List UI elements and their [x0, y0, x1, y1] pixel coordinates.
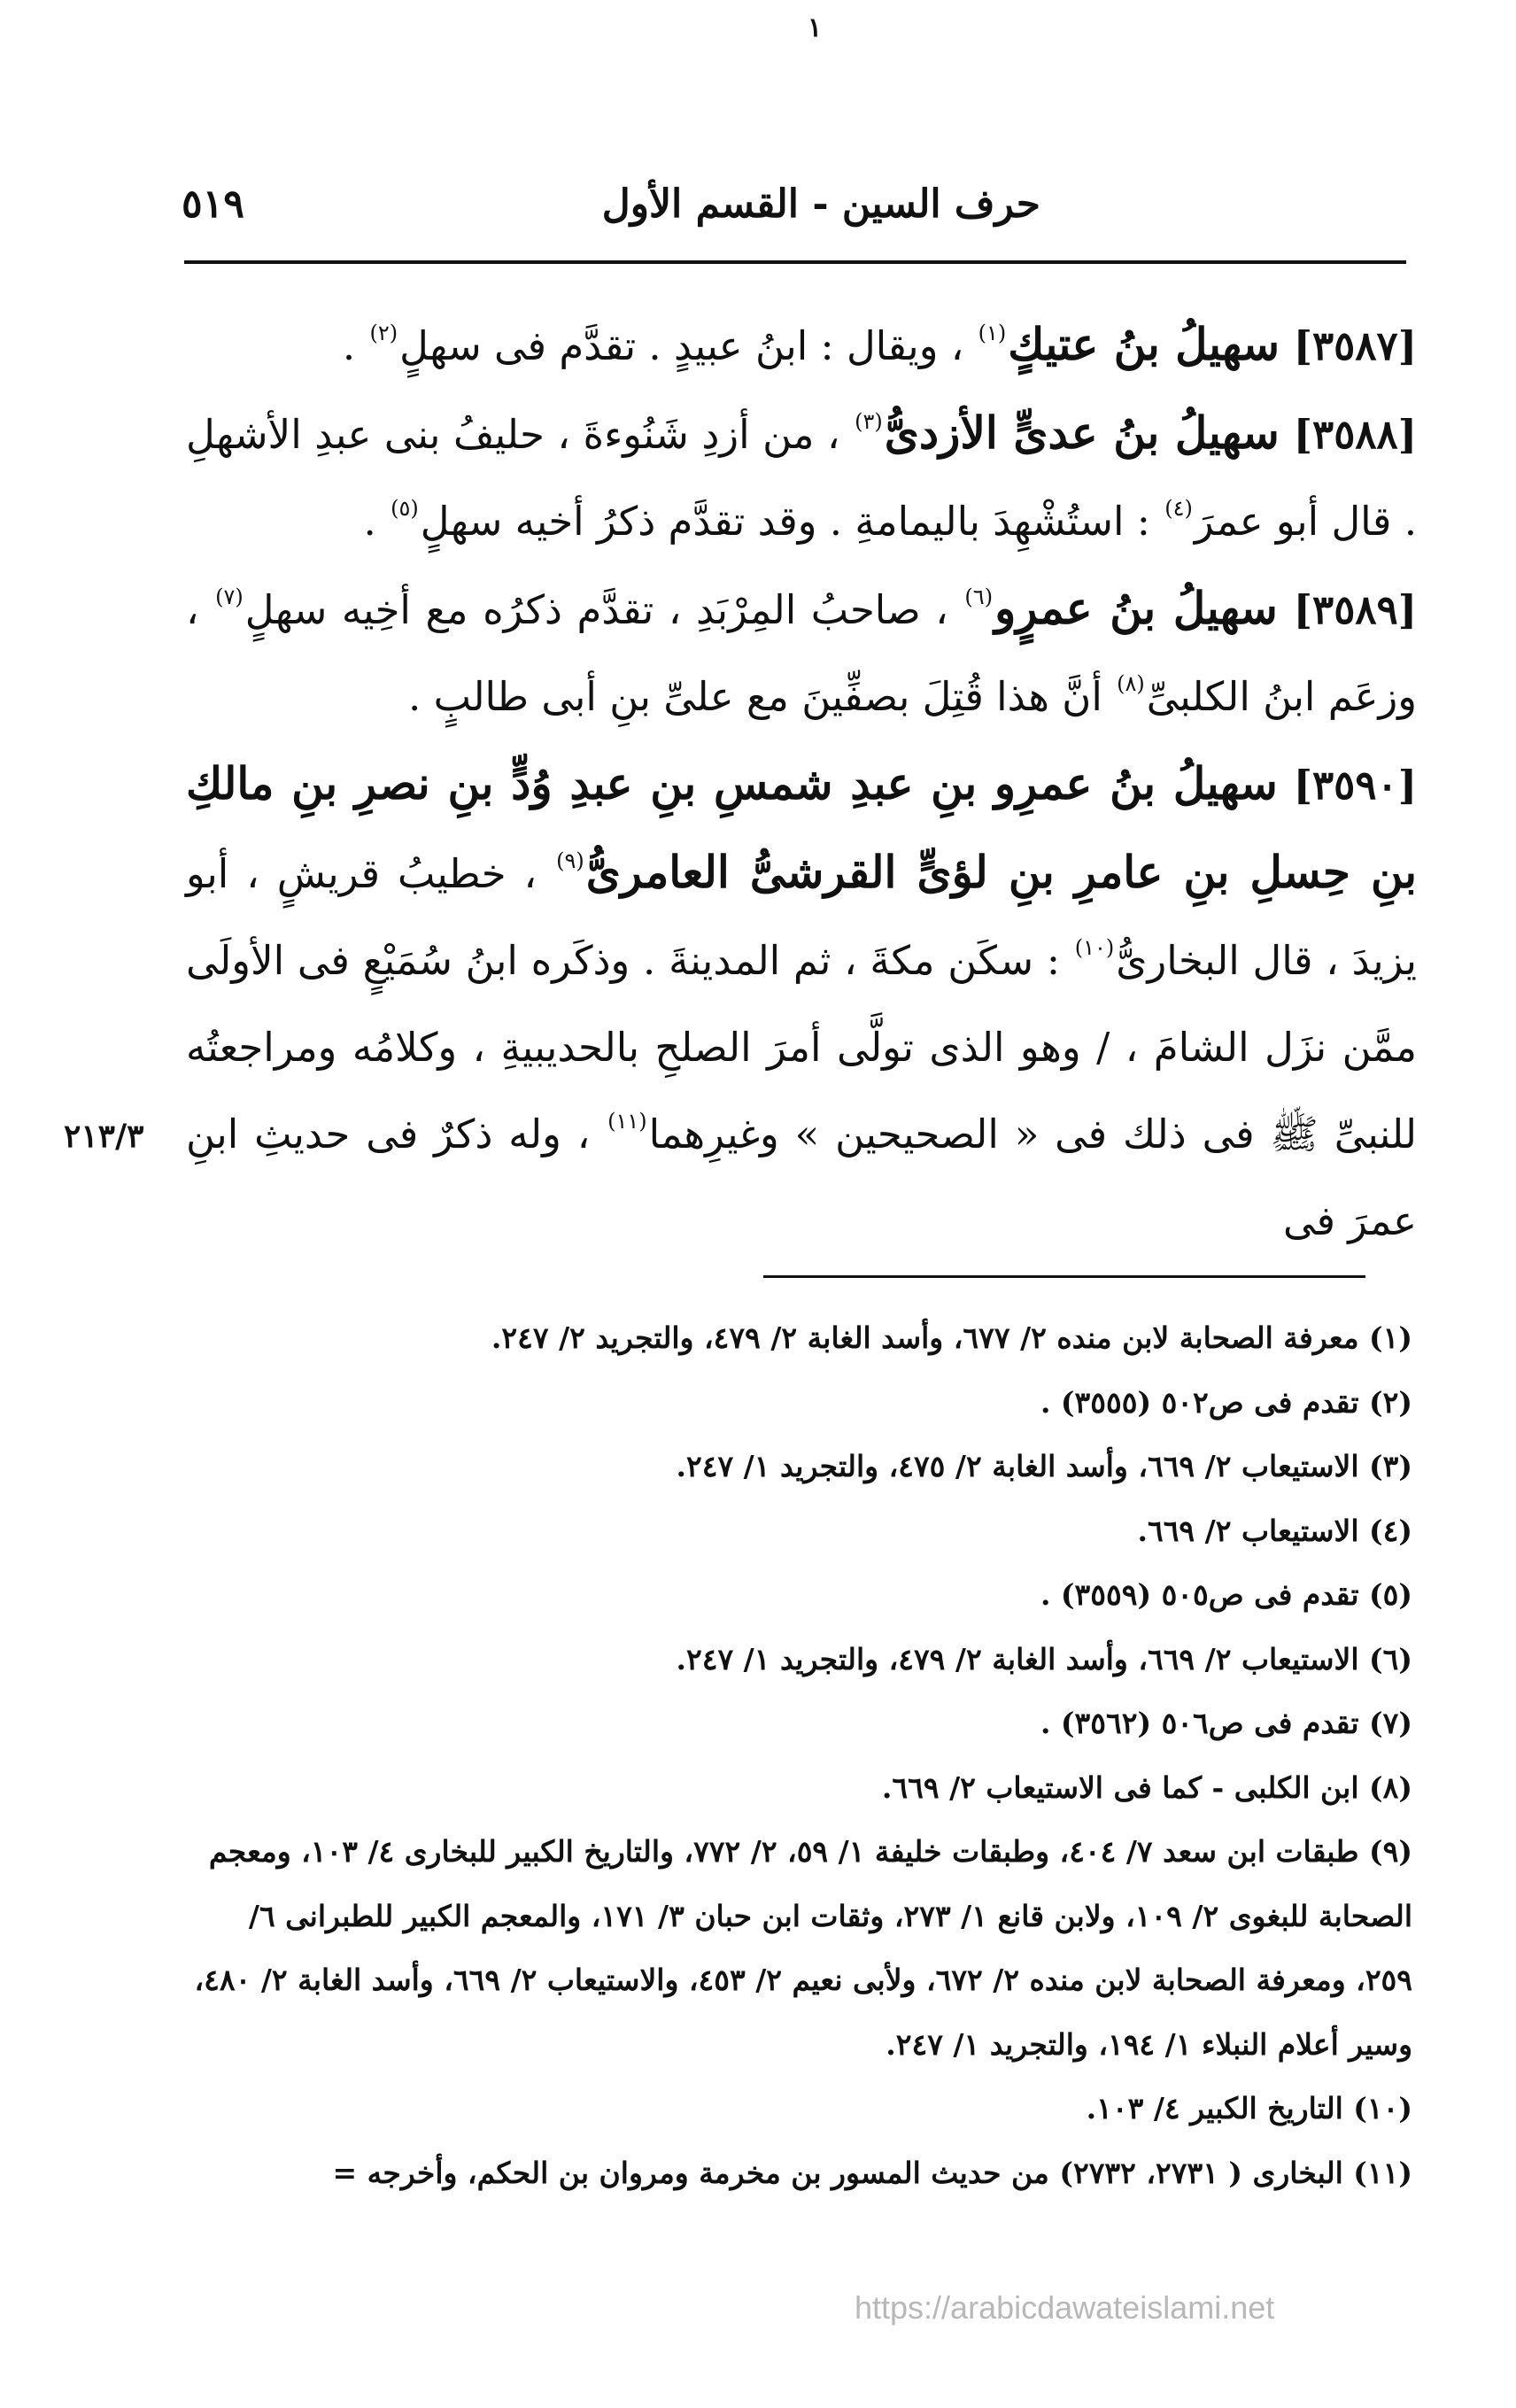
- biography-entry: [186, 565, 1417, 740]
- footnote-marker: (١): [978, 321, 1007, 345]
- footnote-marker: (١١): [607, 1109, 647, 1134]
- entry-name: سهيلُ بنُ عدىٍّ الأزدىُّ: [884, 406, 1280, 459]
- entry-name: سهيلُ بنُ عتيكٍ: [1008, 318, 1280, 370]
- entry-text: ، من أزدِ شَنُوءةَ ، حليفُ بنى عبدِ الأشهلِ . قال أبو عمرَ: [186, 411, 1417, 545]
- footnote-marker: (٧): [215, 585, 244, 609]
- biography-entry: [186, 301, 1417, 390]
- running-title: حرف السين - القسم الأول: [601, 182, 1040, 227]
- margin-volume-reference: ٢١٣/٣: [64, 1118, 144, 1155]
- footnote-item: (٢) تقدم فى ص٥٠٢ (٣٥٥٥) .: [1040, 1384, 1412, 1420]
- entry-number: [٣٥٨٩]: [1277, 586, 1418, 633]
- footnote-item: (٥) تقدم فى ص٥٠٥ (٣٥٥٩) .: [1040, 1577, 1412, 1612]
- biography-entry: [186, 740, 1417, 1265]
- page-number: ٥١٩: [182, 182, 244, 227]
- footnote-marker: (٢): [369, 321, 398, 345]
- footnote-item: (٨) ابن الكلبى - كما فى الاستيعاب ٢/ ٦٦٩.: [881, 1769, 1412, 1805]
- entry-number: [٣٥٨٨]: [1279, 411, 1418, 458]
- entry-text: ، ويقال : ابنُ عبيدٍ . تقدَّم فى سهلٍ: [399, 322, 964, 369]
- entry-name: سهيلُ بنُ عمرٍو: [994, 582, 1278, 634]
- footnotes: [186, 1306, 1412, 2205]
- page-header: [182, 182, 1404, 244]
- entry-text: : سكَن مكةَ ، ثم المدينةَ . وذكَره ابنُ سُمَيْعٍ فى الأولَى ممَّن نزَل الشامَ ، / وهو الذى تولَّى أمرَ الصلحِ بالحديبيةِ ، وكلامُه ومراجعتُه للنبىِّ ﷺ فى ذلك فى « الصحيحين » وغيرِهما: [186, 937, 1417, 1158]
- entry-text: ، وزعَم ابنُ الكلبىِّ: [186, 586, 1417, 720]
- entry-number: [٣٥٩٠]: [1277, 762, 1417, 809]
- header-rule: [184, 260, 1406, 264]
- footnote-item: (٩) طبقات ابن سعد ٧/ ٤٠٤، وطبقات خليفة ١/ ٥٩، ٢/ ٧٧٢، والتاريخ الكبير للبخارى ٤/ ١٠٣، ومعجم الصحابة للبغوى ٢/ ١٠٩، ولابن قانع ١/ ٢٧٣، وثقات ابن حبان ٣/ ١٧١، والمعجم الكبير للطبرانى ٦/ ٢٥٩، ومعرفة الصحابة لابن منده ٢/ ٦٧٢، ولأبى نعيم ٢/ ٤٥٣، والاستيعاب ٢/ ٦٦٩، وأسد الغابة ٢/ ٤٨٠، وسير أعلام النبلاء ١/ ١٩٤، والتجريد ١/ ٢٤٧.: [194, 1834, 1412, 2062]
- entry-text: : استُشْهِدَ باليمامةِ . وقد تقدَّم ذكرُ أخيه سهلٍ: [420, 498, 1164, 545]
- footnote-item: (١١) البخارى ( ٢٧٣١، ٢٧٣٢) من حديث المسور بن مخرمة ومروان بن الحكم، وأخرجه =: [332, 2155, 1412, 2190]
- footnote-marker: (٦): [964, 585, 994, 609]
- footnote-marker: (٣): [855, 409, 883, 434]
- footnote-marker: (٩): [556, 848, 584, 873]
- entry-text: ، خطيبُ قريشٍ ، أبو يزيدَ ، قال البخارىُّ: [186, 850, 1418, 984]
- footnote-item: (٣) الاستيعاب ٢/ ٦٦٩، وأسد الغابة ٢/ ٤٧٥، والتجريد ١/ ٢٤٧.: [676, 1449, 1412, 1483]
- entry-number: [٣٥٨٧]: [1280, 322, 1417, 369]
- footnote-item: (٤) الاستيعاب ٢/ ٦٦٩.: [1137, 1513, 1412, 1548]
- footnote-marker: (٤): [1164, 496, 1193, 521]
- entry-text: .: [342, 322, 368, 369]
- footnote-item: (٦) الاستيعاب ٢/ ٦٦٩، وأسد الغابة ٢/ ٤٧٩، والتجريد ١/ ٢٤٧.: [676, 1641, 1412, 1676]
- footnote-marker: (٨): [1117, 671, 1145, 696]
- watermark-url: https://arabicdawateislami.net: [855, 2289, 1275, 2326]
- footnote-item: (١٠) التاريخ الكبير ٤/ ١٠٣.: [1086, 2091, 1412, 2125]
- footnote-separator: [763, 1275, 1365, 1278]
- footnote-item: (٧) تقدم فى ص٥٠٦ (٣٥٦٢) .: [1040, 1706, 1412, 1740]
- entry-text: ، وله ذكرٌ فى حديثِ ابنِ عمرَ فى: [186, 1111, 1417, 1244]
- main-text: [186, 301, 1417, 1265]
- entry-text: .: [363, 498, 390, 545]
- top-mark: ١: [808, 12, 823, 43]
- entry-name: سهيلُ بنُ عمرِو بنِ عبدِ شمسِ بنِ عبدِ وُدٍّ بنِ نصرِ بنِ مالكِ بنِ حِسلِ بنِ عامرِ بنِ لؤىٍّ القرشىُّ العامرىُّ: [186, 757, 1417, 898]
- footnote-item: (١) معرفة الصحابة لابن منده ٢/ ٦٧٧، وأسد الغابة ٢/ ٤٧٩، والتجريد ٢/ ٢٤٧.: [491, 1320, 1412, 1355]
- footnote-marker: (١٠): [1074, 935, 1115, 960]
- footnote-marker: (٥): [391, 496, 419, 521]
- entry-text: أنَّ هذا قُتِلَ بصفِّينَ مع علىِّ بنِ أبى طالبٍ .: [408, 673, 1116, 720]
- biography-entry: [186, 390, 1417, 565]
- entry-text: ، صاحبُ المِرْبَدِ ، تقدَّم ذكرُه مع أخِيه سهلٍ: [244, 586, 948, 633]
